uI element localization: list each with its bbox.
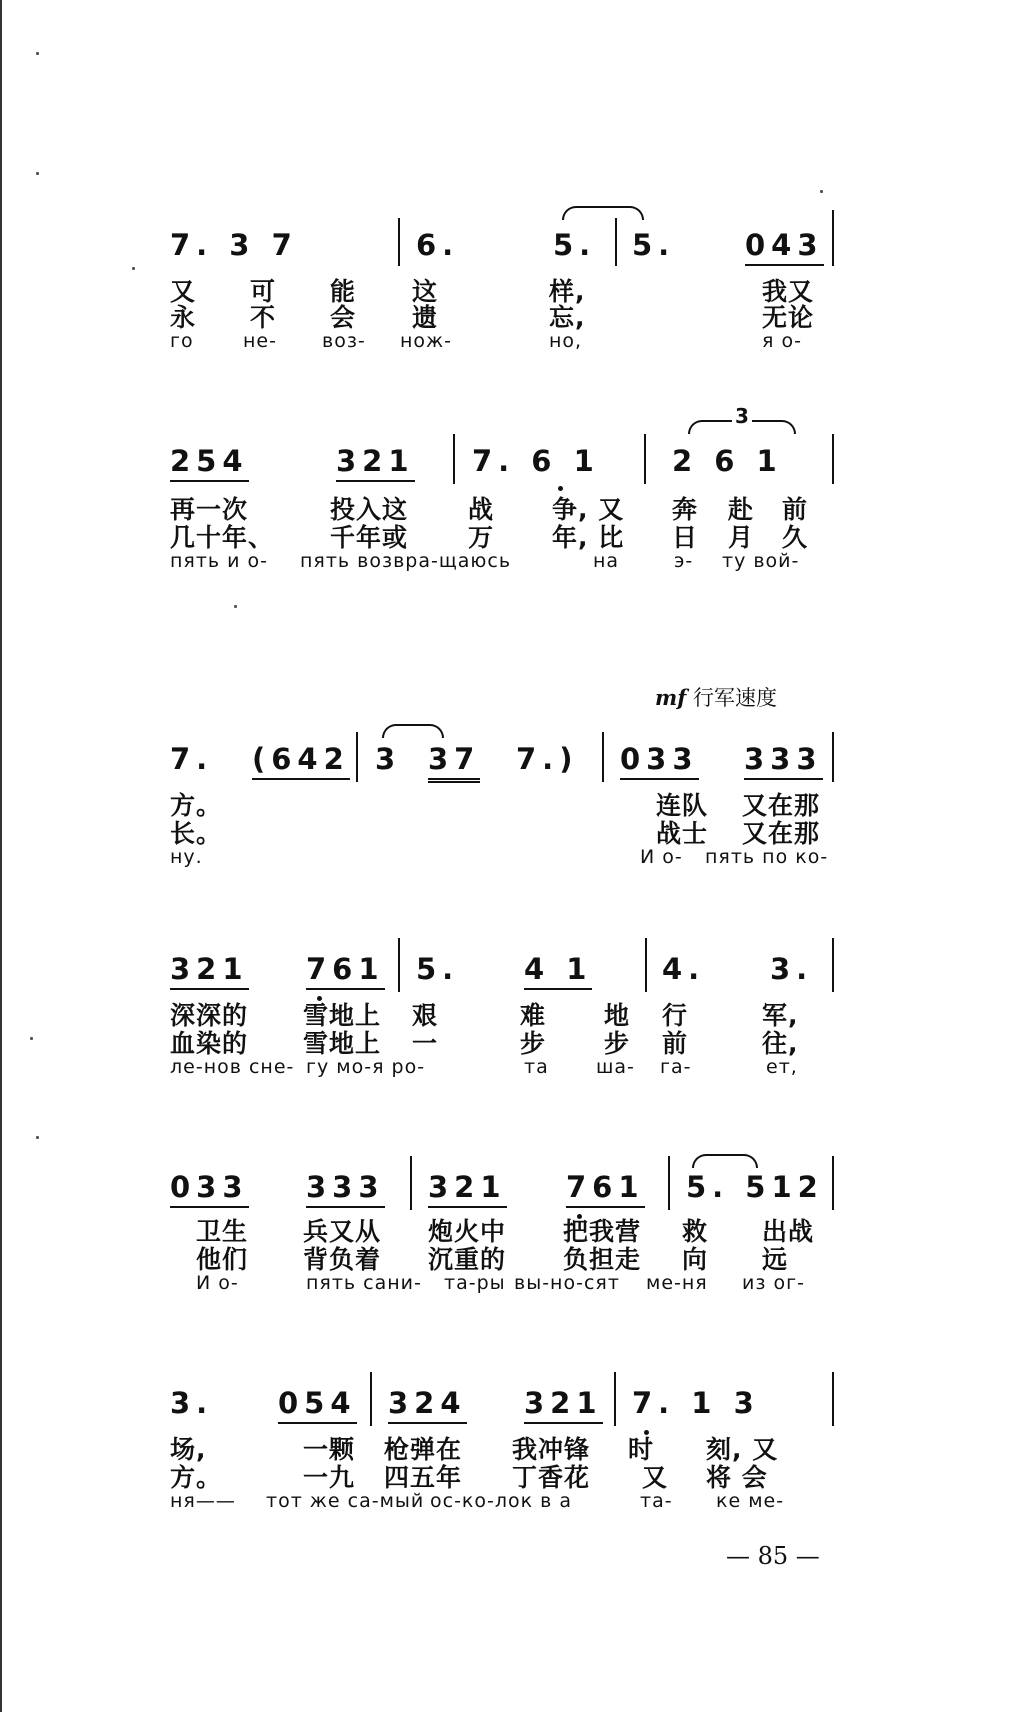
notation-group: 321: [428, 1170, 507, 1208]
notation-group: 5.: [632, 228, 676, 262]
lyric-line-1: 前: [782, 495, 809, 524]
lyric-line-1: 一颗: [303, 1435, 356, 1464]
lyric-line-1: 样,: [549, 277, 586, 306]
lyric-line-2: 前: [662, 1029, 689, 1058]
lyric-line-1: 可: [250, 277, 277, 306]
notation-group: 7. 6 1: [472, 444, 600, 478]
barline: [615, 218, 617, 266]
russian-lyric: ет,: [766, 1056, 798, 1078]
dynamic-mark: mf: [655, 685, 687, 710]
russian-lyric: не-: [243, 330, 277, 352]
lyric-line-2: 不: [250, 303, 277, 332]
lyric-line-1: 枪弹在: [384, 1435, 463, 1464]
russian-lyric: но,: [549, 330, 583, 352]
lyric-line-2: 战士: [656, 819, 709, 848]
russian-lyric: ту вой-: [722, 550, 800, 572]
lyric-line-2: 他们: [196, 1245, 249, 1274]
lyric-line-2: 四五年: [384, 1463, 463, 1492]
notation-group: 6.: [416, 228, 460, 262]
score-system-6: [0, 1366, 1024, 1566]
notation-group: 761: [306, 952, 385, 990]
notation-group: 254: [170, 444, 249, 482]
lyric-line-2: 一九: [303, 1463, 356, 1492]
lyric-line-1: 艰: [412, 1001, 439, 1030]
russian-lyric: ле-нов сне-: [170, 1056, 295, 1078]
barline: [602, 732, 604, 782]
lyric-line-2: 方。: [170, 1463, 223, 1492]
notation-group: 3: [375, 742, 402, 776]
lyric-line-1: 刻, 又: [706, 1435, 779, 1464]
russian-lyric: гу мо-я ро-: [306, 1056, 426, 1078]
score-system-2: [0, 404, 1024, 604]
russian-lyric: я о-: [762, 330, 802, 352]
lyric-line-1: 地: [604, 1001, 631, 1030]
tie-arc: [382, 724, 444, 738]
paper-speck: [36, 172, 39, 175]
score-system-1: [0, 200, 1024, 400]
lyric-line-2: 步: [520, 1029, 547, 1058]
notation-group: 4 1: [524, 952, 592, 990]
lyric-line-1: 这: [412, 277, 439, 306]
lyric-line-2: 长。: [170, 819, 223, 848]
notation-group: 7.: [170, 742, 214, 776]
lyric-line-1: 又: [170, 277, 197, 306]
russian-lyric: из ог-: [742, 1272, 805, 1294]
score-system-4: [0, 928, 1024, 1128]
notation-group: 5.: [553, 228, 597, 262]
lyric-line-2: 远: [762, 1245, 789, 1274]
lyric-line-2: 会: [330, 303, 357, 332]
notation-group: 3.: [770, 952, 814, 986]
barline: [832, 1372, 834, 1426]
notation-group: 7.): [516, 742, 579, 776]
lyric-line-2: 遗: [412, 303, 439, 332]
russian-lyric: ос-ко-лок в а: [430, 1490, 573, 1512]
lyric-line-1: 能: [330, 277, 357, 306]
lyric-line-1: 投入这: [330, 495, 409, 524]
notation-group: 321: [524, 1386, 603, 1424]
russian-lyric: э-: [674, 550, 694, 572]
barline: [644, 434, 646, 484]
lyric-line-1: 奔: [672, 495, 699, 524]
lyric-line-2: 丁香花: [512, 1463, 591, 1492]
lyric-line-2: 年, 比: [552, 523, 625, 552]
notation-group: 37: [428, 742, 480, 783]
lyric-line-1: 救: [682, 1217, 709, 1246]
lyric-line-2: 万: [468, 523, 495, 552]
barline: [356, 732, 358, 782]
lyric-line-1: 时: [628, 1435, 655, 1464]
lyric-line-1: 战: [468, 495, 495, 524]
lyric-line-1: 出战: [762, 1217, 815, 1246]
russian-lyric: го: [170, 330, 194, 352]
tempo-text: 行军速度: [692, 686, 777, 710]
paper-speck: [234, 605, 237, 608]
russian-lyric: та: [524, 1056, 549, 1078]
lyric-line-2: 又: [642, 1463, 669, 1492]
notation-group: 4.: [662, 952, 706, 986]
russian-lyric: на: [593, 550, 620, 572]
russian-lyric: воз-: [322, 330, 366, 352]
lyric-line-2: 久: [782, 523, 809, 552]
lyric-line-2: 背负着: [303, 1245, 382, 1274]
russian-lyric: И о-: [196, 1272, 239, 1294]
tie-arc: [692, 1154, 758, 1168]
barline: [832, 1156, 834, 1210]
notation-group: 324: [388, 1386, 467, 1424]
lyric-line-1: 我又: [762, 277, 815, 306]
lyric-line-1: 深深的: [170, 1001, 249, 1030]
lyric-line-2: 沉重的: [428, 1245, 507, 1274]
barline: [410, 1156, 412, 1210]
lyric-line-2: 月: [728, 523, 755, 552]
lyric-line-1: 雪地上: [303, 1001, 382, 1030]
barline: [453, 434, 455, 484]
notation-group: 2 6 1: [672, 444, 783, 478]
lyric-line-2: 日: [672, 523, 699, 552]
barline: [398, 218, 400, 266]
barline: [645, 938, 647, 992]
notation-group: 321: [170, 952, 249, 990]
lyric-line-1: 方。: [170, 791, 223, 820]
lyric-line-2: 往,: [762, 1029, 799, 1058]
lyric-line-2: 步: [604, 1029, 631, 1058]
russian-lyric: тот же са-мый: [266, 1490, 425, 1512]
notation-group: 7. 1 3: [632, 1386, 760, 1420]
lyric-line-2: 一: [412, 1029, 439, 1058]
russian-lyric: нож-: [400, 330, 453, 352]
russian-lyric: ну.: [170, 846, 203, 868]
notation-group: 033: [620, 742, 699, 780]
russian-lyric: ке ме-: [716, 1490, 785, 1512]
lyric-line-1: 兵又从: [303, 1217, 382, 1246]
lyric-line-2: 无论: [762, 303, 815, 332]
paper-speck: [36, 52, 39, 55]
lyric-line-2: 千年或: [330, 523, 409, 552]
lyric-line-2: 将 会: [706, 1463, 768, 1492]
notation-group: 7. 3 7: [170, 228, 298, 262]
barline: [832, 210, 834, 266]
lyric-line-2: 永: [170, 303, 197, 332]
russian-lyric: ме-ня: [646, 1272, 708, 1294]
russian-lyric: пять сани-: [306, 1272, 422, 1294]
tie-arc: [562, 206, 644, 220]
lyric-line-1: 我冲锋: [512, 1435, 591, 1464]
score-system-5: [0, 1146, 1024, 1346]
score-system-3: [0, 672, 1024, 872]
lyric-line-1: 卫生: [196, 1217, 249, 1246]
lyric-line-1: 场,: [170, 1435, 207, 1464]
paper-speck: [36, 1136, 39, 1139]
page-number: — 85 —: [726, 1542, 820, 1570]
barline: [832, 938, 834, 992]
lyric-line-1: 把我营: [563, 1217, 642, 1246]
notation-group: 043: [745, 228, 824, 266]
lyric-line-1: 军,: [762, 1001, 799, 1030]
lyric-line-1: 炮火中: [428, 1217, 507, 1246]
russian-lyric: пять по ко-: [705, 846, 829, 868]
russian-lyric: га-: [660, 1056, 692, 1078]
lyric-line-2: 忘,: [549, 303, 586, 332]
barline: [832, 434, 834, 484]
barline: [370, 1372, 372, 1426]
notation-group: 3.: [170, 1386, 214, 1420]
barline: [668, 1156, 670, 1210]
russian-lyric: та-: [640, 1490, 673, 1512]
notation-group: 054: [278, 1386, 357, 1424]
russian-lyric: вы-но-сят: [514, 1272, 620, 1294]
lyric-line-2: 血染的: [170, 1029, 249, 1058]
lyric-line-2: 雪地上: [303, 1029, 382, 1058]
notation-group: 5. 512: [686, 1170, 824, 1204]
lyric-line-2: 几十年、: [170, 523, 275, 552]
lyric-line-1: 行: [662, 1001, 689, 1030]
notation-group: 5.: [416, 952, 460, 986]
triplet-label: 3: [732, 404, 752, 428]
paper-speck: [820, 190, 823, 193]
lyric-line-1: 难: [520, 1001, 547, 1030]
notation-group: 333: [306, 1170, 385, 1208]
lyric-line-1: 连队: [656, 791, 709, 820]
barline: [614, 1372, 616, 1426]
russian-lyric: ша-: [596, 1056, 635, 1078]
lyric-line-2: 又在那: [742, 819, 821, 848]
barline: [398, 938, 400, 992]
russian-lyric: ня——: [170, 1490, 236, 1512]
russian-lyric: пять и о-: [170, 550, 269, 572]
lyric-line-1: 再一次: [170, 495, 249, 524]
notation-group: 321: [336, 444, 415, 482]
barline: [832, 732, 834, 782]
russian-lyric: та-ры: [444, 1272, 506, 1294]
notation-group: 033: [170, 1170, 249, 1208]
notation-group: 761: [566, 1170, 645, 1208]
russian-lyric: пять возвра-щаюсь: [300, 550, 512, 572]
tempo-marking: [655, 682, 777, 712]
lyric-line-2: 向: [682, 1245, 709, 1274]
russian-lyric: И о-: [640, 846, 683, 868]
notation-group: (642: [252, 742, 350, 780]
lyric-line-1: 又在那: [742, 791, 821, 820]
lyric-line-1: 赴: [728, 495, 755, 524]
lyric-line-1: 争, 又: [552, 495, 625, 524]
notation-group: 333: [744, 742, 823, 780]
lyric-line-2: 负担走: [563, 1245, 642, 1274]
